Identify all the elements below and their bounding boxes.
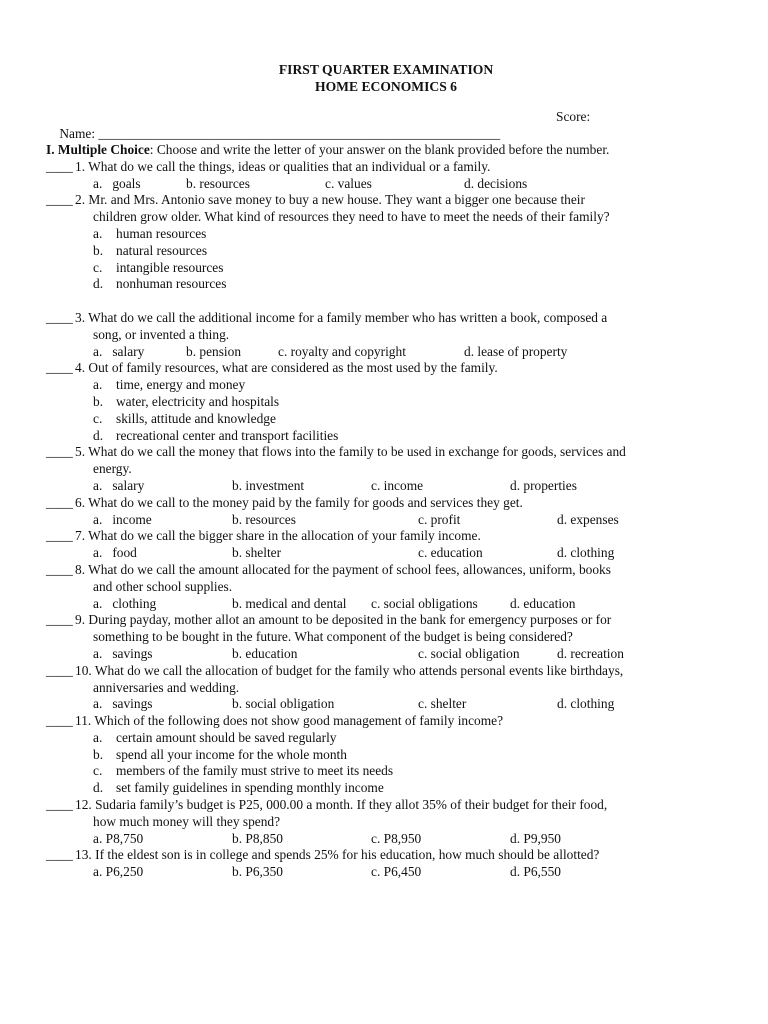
question-line: What do we call the allocation of budget for the family who attends personal events like birthdays, (94, 662, 624, 678)
question-line: During payday, mother allot an amount to be deposited in the bank for emergency purposes or for (88, 612, 612, 628)
option-letter: b. (93, 242, 104, 258)
answer-option: c. royalty and copyright (278, 343, 406, 359)
subject-title: HOME ECONOMICS 6 (315, 79, 457, 94)
question-text (75, 192, 585, 207)
answer-option: c. values (325, 175, 372, 191)
option-letter: c. (93, 410, 103, 426)
answer-options (46, 596, 726, 613)
question-text (75, 444, 626, 459)
answer-option (46, 730, 726, 747)
question-number: 5. (75, 444, 86, 460)
answer-option (46, 260, 726, 277)
question-text (75, 663, 623, 678)
answer-option: c. income (371, 477, 424, 493)
question-stem (46, 528, 726, 545)
answer-option: b. investment (232, 477, 305, 493)
answer-option: c. profit (418, 511, 461, 527)
answer-option: c. education (418, 545, 483, 561)
question-number: 11. (75, 713, 92, 729)
answer-option: c. shelter (418, 696, 467, 712)
question-line: What do we call the amount allocated for the payment of school fees, allowances, uniform, books (88, 561, 611, 577)
question-number: 4. (75, 360, 86, 376)
option-text: water, electricity and hospitals (116, 393, 280, 409)
answer-option: c. P6,450 (371, 864, 422, 880)
answer-option: a. P6,250 (93, 864, 144, 880)
answer-option: d. education (510, 595, 576, 611)
question-line: What do we call the things, ideas or qualities that an individual or a family. (88, 158, 491, 174)
answer-options (46, 696, 726, 713)
option-text: intangible resources (116, 259, 224, 275)
answer-option: b. resources (232, 511, 296, 527)
question-6 (46, 495, 726, 529)
answer-option: c. social obligations (371, 595, 478, 611)
answer-option (46, 411, 726, 428)
answer-option (46, 763, 726, 780)
answer-options (46, 344, 726, 361)
option-text: set family guidelines in spending monthly income (116, 780, 384, 796)
option-letter: d. (93, 276, 104, 292)
answer-options (46, 512, 726, 529)
section-label: I. Multiple Choice (46, 142, 150, 157)
answer-blank: ____ (46, 713, 73, 729)
question-line: Sudaria family’s budget is P25, 000.00 a month. If they allot 35% of their budget for their food, (95, 797, 608, 813)
question-11 (46, 713, 726, 797)
question-1 (46, 159, 726, 193)
answer-option: b. P6,350 (232, 864, 283, 880)
answer-option: d. recreation (557, 645, 624, 661)
question-text (75, 562, 611, 577)
exam-title: FIRST QUARTER EXAMINATION (278, 62, 494, 77)
question-9 (46, 612, 726, 662)
answer-option: a. salary (93, 477, 145, 493)
question-13 (46, 847, 726, 881)
question-line: something to be bought in the future. What component of the budget is being considered? (93, 629, 573, 645)
answer-blank: ____ (46, 662, 73, 678)
question-line: Which of the following does not show good management of family income? (94, 713, 504, 729)
question-8 (46, 562, 726, 612)
answer-option: a. food (93, 545, 137, 561)
question-line: anniversaries and wedding. (93, 679, 240, 695)
option-text: skills, attitude and knowledge (116, 410, 276, 426)
answer-option: b. resources (186, 175, 250, 191)
answer-options (46, 478, 726, 495)
question-stem (46, 310, 726, 327)
answer-option (46, 243, 726, 260)
question-line: how much money will they spend? (93, 813, 281, 829)
question-stem (46, 847, 726, 864)
answer-option (46, 780, 726, 797)
question-4 (46, 360, 726, 444)
score-label: Score: (556, 109, 591, 124)
question-5 (46, 444, 726, 494)
answer-option (46, 394, 726, 411)
answer-blank: ____ (46, 192, 73, 208)
question-number: 2. (75, 192, 86, 208)
answer-option: b. pension (186, 343, 242, 359)
option-letter: c. (93, 763, 103, 779)
question-2 (46, 192, 726, 310)
answer-option: b. social obligation (232, 696, 335, 712)
question-text (75, 612, 611, 627)
question-text (75, 713, 503, 728)
question-stem (46, 159, 726, 176)
section-instruction-text: : Choose and write the letter of your answer on the blank provided before the number. (149, 142, 610, 157)
question-line: What do we call the additional income for a family member who has written a book, composed a (88, 309, 608, 325)
option-text: human resources (116, 225, 207, 241)
option-text: nonhuman resources (116, 276, 227, 292)
answer-option: a. savings (93, 696, 153, 712)
question-text (75, 797, 607, 812)
answer-option: a. savings (93, 645, 153, 661)
answer-blank: ____ (46, 797, 73, 813)
question-number: 1. (75, 158, 86, 174)
question-number: 9. (75, 612, 86, 628)
question-text (75, 360, 498, 375)
option-letter: d. (93, 780, 104, 796)
answer-option: d. clothing (557, 545, 615, 561)
answer-options (46, 545, 726, 562)
question-number: 13. (75, 847, 92, 863)
answer-blank: ____ (46, 309, 73, 325)
answer-options (46, 176, 726, 193)
option-letter: a. (93, 729, 103, 745)
question-line: energy. (93, 461, 132, 477)
answer-options (46, 831, 726, 848)
answer-blank: ____ (46, 528, 73, 544)
option-text: natural resources (116, 242, 208, 258)
answer-option: a. goals (93, 175, 141, 191)
question-stem (46, 495, 726, 512)
question-line: What do we call the money that flows into the family to be used in exchange for goods, services and (88, 444, 626, 460)
answer-option: c. social obligation (418, 645, 520, 661)
question-stem (46, 192, 726, 209)
spacer (46, 293, 726, 310)
answer-option: a. clothing (93, 595, 157, 611)
question-3 (46, 310, 726, 360)
option-letter: b. (93, 393, 104, 409)
question-line: What do we call the bigger share in the allocation of your family income. (88, 528, 481, 544)
answer-options (46, 646, 726, 663)
answer-blank: ____ (46, 847, 73, 863)
option-letter: a. (93, 225, 103, 241)
question-line: song, or invented a thing. (93, 326, 230, 342)
question-list (46, 159, 726, 881)
exam-page (46, 61, 726, 881)
question-line: Out of family resources, what are considered as the most used by the family. (88, 360, 498, 376)
question-line: Mr. and Mrs. Antonio save money to buy a new house. They want a bigger one because their (88, 192, 585, 208)
question-stem (46, 562, 726, 579)
option-letter: a. (93, 377, 103, 393)
answer-option: c. P8,950 (371, 830, 422, 846)
question-number: 12. (75, 797, 92, 813)
answer-option: d. expenses (557, 511, 619, 527)
question-stem (46, 797, 726, 814)
answer-option: b. P8,850 (232, 830, 283, 846)
question-10 (46, 663, 726, 713)
question-text (75, 310, 607, 325)
question-text (75, 847, 599, 862)
question-number: 10. (75, 662, 92, 678)
answer-option (46, 276, 726, 293)
question-stem (46, 713, 726, 730)
question-text (75, 495, 523, 510)
option-text: certain amount should be saved regularly (116, 729, 337, 745)
question-12 (46, 797, 726, 847)
answer-option: a. P8,750 (93, 830, 144, 846)
question-stem (46, 444, 726, 461)
option-letter: c. (93, 259, 103, 275)
answer-option (46, 747, 726, 764)
option-text: spend all your income for the whole month (116, 746, 347, 762)
name-field: Name: ____________________________________________________________ (59, 125, 501, 141)
question-line: children grow older. What kind of resources they need to have to meet the needs of their family? (93, 209, 610, 225)
option-letter: b. (93, 746, 104, 762)
question-number: 7. (75, 528, 86, 544)
question-number: 8. (75, 561, 86, 577)
answer-blank: ____ (46, 612, 73, 628)
answer-option: b. medical and dental (232, 595, 347, 611)
question-stem (46, 663, 726, 680)
question-7 (46, 528, 726, 562)
answer-option (46, 226, 726, 243)
question-text (75, 528, 481, 543)
question-line: and other school supplies. (93, 578, 233, 594)
question-text (75, 159, 490, 174)
question-line: What do we call to the money paid by the family for goods and services they get. (88, 494, 523, 510)
answer-option: d. P6,550 (510, 864, 561, 880)
option-text: members of the family must strive to meet its needs (116, 763, 394, 779)
name-score-row (46, 109, 726, 141)
answer-blank: ____ (46, 360, 73, 376)
question-stem (46, 360, 726, 377)
option-text: recreational center and transport facilities (116, 427, 339, 443)
answer-option: d. lease of property (464, 343, 568, 359)
option-letter: d. (93, 427, 104, 443)
answer-blank: ____ (46, 561, 73, 577)
answer-blank: ____ (46, 494, 73, 510)
answer-option: a. income (93, 511, 152, 527)
answer-blank: ____ (46, 158, 73, 174)
answer-option: d. properties (510, 477, 577, 493)
answer-option (46, 377, 726, 394)
question-number: 3. (75, 309, 86, 325)
answer-option: b. education (232, 645, 298, 661)
question-stem (46, 612, 726, 629)
answer-options (46, 864, 726, 881)
question-line: If the eldest son is in college and spends 25% for his education, how much should be allotted? (95, 847, 600, 863)
answer-option: d. decisions (464, 175, 528, 191)
answer-option: b. shelter (232, 545, 282, 561)
answer-option: d. P9,950 (510, 830, 561, 846)
option-text: time, energy and money (116, 377, 246, 393)
answer-option: a. salary (93, 343, 145, 359)
question-number: 6. (75, 494, 86, 510)
answer-option (46, 428, 726, 445)
answer-option: d. clothing (557, 696, 615, 712)
answer-blank: ____ (46, 444, 73, 460)
section-instructions (46, 142, 726, 159)
